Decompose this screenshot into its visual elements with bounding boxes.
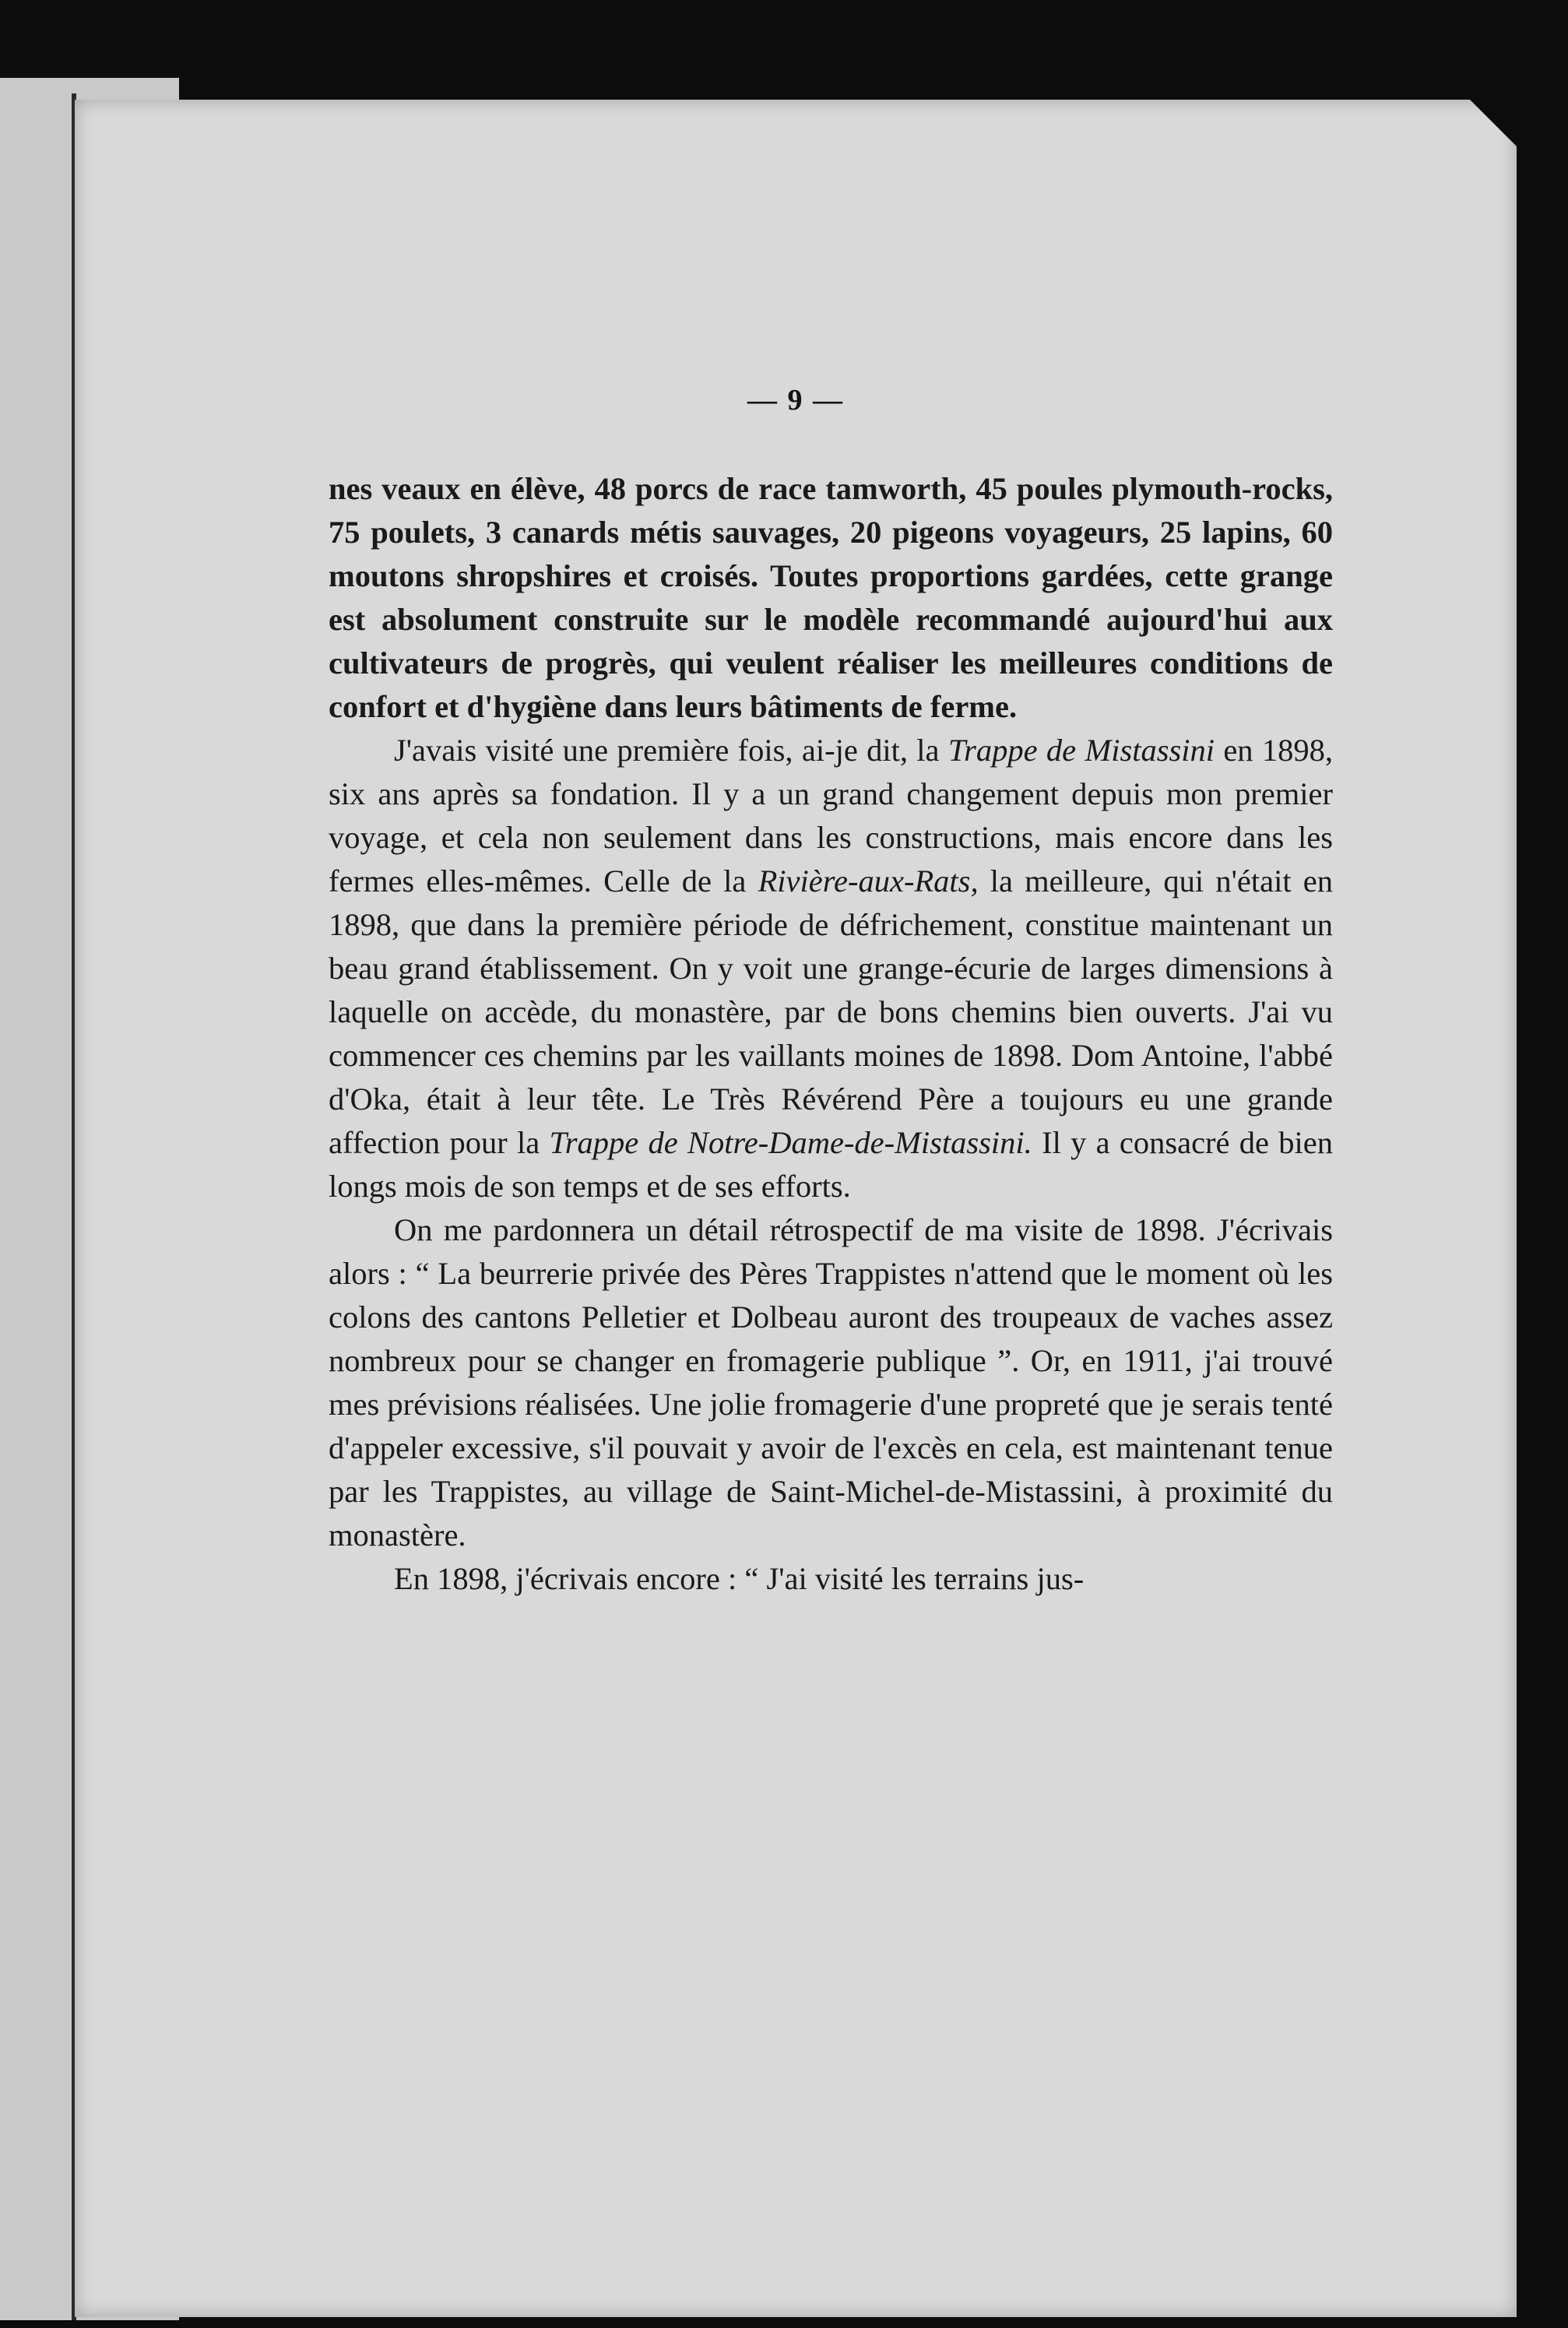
paragraph-2-text: en 1898, six ans après sa fondation. Il y a un grand changement depuis mon premier voyage, et cela non seulement dans les constructions, mais encore dans les fermes elles-mêmes. Celle de la	[329, 733, 1333, 898]
paragraph-3: On me pardonnera un détail rétrospectif de ma visite de 1898. J'écrivais alors : “ La beurrerie privée des Pères Trappistes n'attend que le moment où les colons des cantons Pelletier et Dolbeau auront des troupeaux de vaches assez nombreux pour se changer en fromagerie publique ”. Or, en 1911, j'ai trouvé mes prévisions réalisées. Une jolie fromagerie d'une propreté que je serais tenté d'appeler excessive, s'il pouvait y avoir de l'excès en cela, est maintenant tenue par les Trappistes, au village de Saint-Michel-de-Mistassini, à proximité du monastère.	[329, 1212, 1333, 1553]
paragraph-2-text: Il y a consacré de bien longs mois de son temps et de ses efforts.	[329, 1125, 1333, 1204]
page-corner	[1470, 100, 1517, 146]
paragraph-2-italic-riviere: Rivière-aux-Rats,	[758, 863, 979, 898]
body-text	[329, 467, 1333, 1601]
paragraph-2-text: J'avais visité une première fois, ai-je dit, la	[394, 733, 948, 768]
paragraph-1: nes veaux en élève, 48 porcs de race tamworth, 45 poules plymouth-rocks, 75 poulets, 3 canards métis sauvages, 20 pigeons voyageurs, 25 lapins, 60 moutons shropshires et croisés. Toutes proportions gardées, cette grange est absolument construite sur le modèle recommandé aujourd'hui aux cultivateurs de progrès, qui veulent réaliser les meilleures conditions de confort et d'hygiène dans leurs bâtiments de ferme.	[329, 471, 1333, 724]
paragraph-2	[329, 729, 1333, 1208]
paragraph-4: En 1898, j'écrivais encore : “ J'ai visité les terrains jus-	[394, 1561, 1085, 1596]
paragraph-2-text: la meilleure, qui n'était en 1898, que dans la première période de défrichement, constitue maintenant un beau grand établissement. On y voit une grange-écurie de larges dimensions à laquelle on accède, du monastère, par de bons chemins bien ouverts. J'ai vu commencer ces chemins par les vaillants moines de 1898. Dom Antoine, l'abbé d'Oka, était à leur tête. Le Très Révérend Père a toujours eu une grande affection pour la	[329, 863, 1333, 1160]
page-number: — 9 —	[747, 384, 844, 417]
book-page	[75, 100, 1517, 2317]
paragraph-2-italic-trappe: Trappe de Mistassini	[947, 733, 1215, 768]
paragraph-2-italic-notre-dame: Trappe de Notre-Dame-de-Mistassini.	[549, 1125, 1032, 1160]
